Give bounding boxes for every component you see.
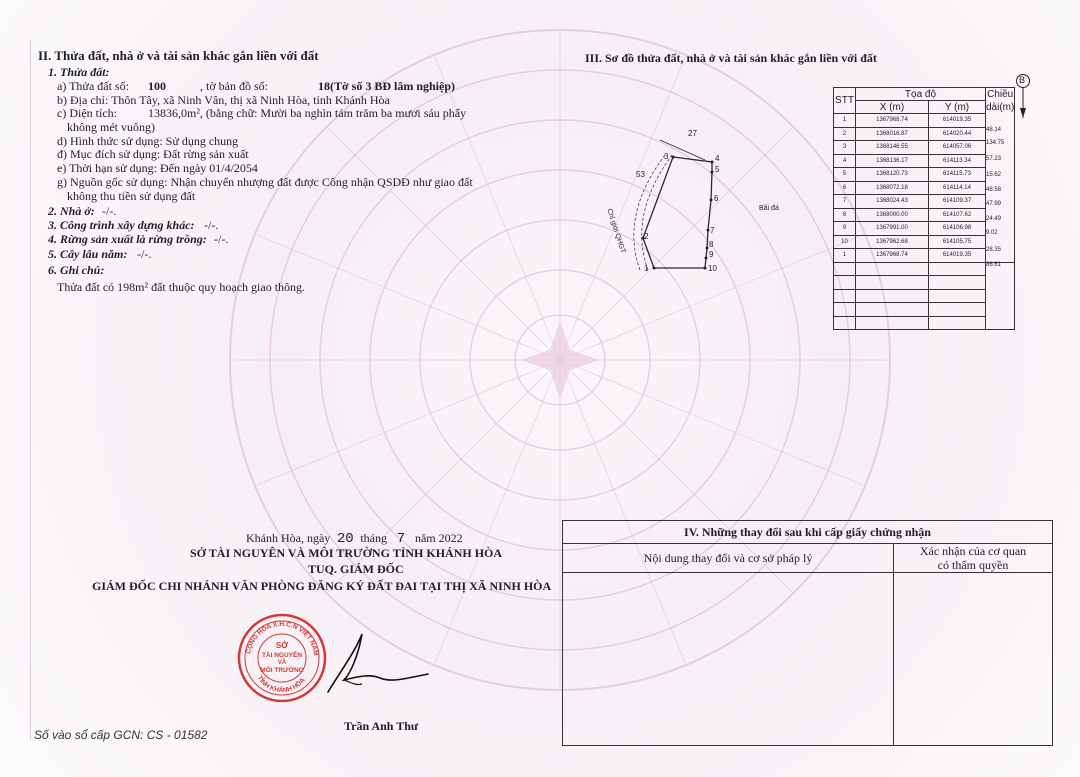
cell-stt: 1 — [834, 114, 856, 128]
signer-name: Trần Anh Thư — [344, 719, 419, 733]
usage-origin: g) Nguồn gốc sử dụng: Nhận chuyển nhượng đất được Công nhận QSDĐ như giao đất — [57, 175, 473, 189]
cell-stt: 9 — [834, 222, 856, 236]
usage-origin-cont: không thu tiền sử dụng đất — [67, 189, 196, 203]
table-row — [834, 316, 1015, 330]
coord-header-toado: Tọa độ — [856, 88, 986, 101]
note-heading: 6. Ghi chú: — [48, 263, 105, 277]
svg-text:VÀ: VÀ — [277, 660, 287, 666]
svg-text:TÀI NGUYÊN: TÀI NGUYÊN — [261, 652, 303, 659]
handwritten-signature — [300, 622, 430, 702]
construction-heading: 3. Công trình xây dựng khác: — [48, 218, 195, 232]
coord-header-y: Y (m) — [929, 101, 986, 114]
point-9: 9 — [709, 250, 714, 259]
length-9: 28.35 — [986, 247, 1002, 253]
cell-y: 614115.73 — [929, 168, 986, 182]
area-label: c) Diện tích: — [57, 106, 117, 120]
table-row — [834, 276, 1015, 290]
svg-text:SỞ: SỞ — [275, 641, 289, 650]
map-sheet-label: , tờ bản đồ số: — [200, 79, 269, 93]
cell-y: 614019.35 — [929, 114, 986, 128]
usage-form: d) Hình thức sử dụng: Sử dụng chung — [57, 134, 239, 148]
cell-y: 614114.14 — [929, 181, 986, 195]
cell-stt: 4 — [834, 154, 856, 168]
date-day: 20 — [336, 531, 354, 547]
area-value: 13836,0m², (bằng chữ: Mười ba nghìn tám trăm ba mươi sáu phẩy — [148, 106, 467, 120]
coord-header-length: dài(m) — [986, 101, 1015, 113]
section2-title: II. Thửa đất, nhà ở và tài sản khác gắn liền với đất — [38, 48, 319, 63]
note-text: Thửa đất có 198m² đất thuộc quy hoạch giao thông. — [57, 280, 306, 294]
length-3: 57.23 — [986, 156, 1002, 162]
length-1: 48.14 — [986, 127, 1002, 133]
date-month: 7 — [396, 531, 406, 547]
changes-content-cell — [563, 573, 894, 746]
tuq-title: TUQ. GIÁM ĐỐC — [308, 562, 404, 576]
cell-x: 1367991.00 — [856, 222, 929, 236]
cell-stt: 7 — [834, 195, 856, 209]
length-6: 47.99 — [986, 201, 1002, 207]
year-label: năm 2022 — [414, 531, 463, 545]
table-row — [834, 303, 1015, 317]
cell-x: 1368024.43 — [856, 195, 929, 209]
point-6: 6 — [714, 194, 719, 203]
cell-x: 1368120.73 — [856, 168, 929, 182]
coord-header-x: X (m) — [856, 101, 929, 114]
point-8: 8 — [709, 240, 714, 249]
changes-col-approval-line2: có thẩm quyền — [937, 558, 1009, 572]
changes-col-approval — [894, 544, 1053, 573]
cell-x: 1368146.55 — [856, 141, 929, 155]
cell-y: 614020.44 — [929, 127, 986, 141]
parcel-heading: 1. Thửa đất: — [48, 65, 110, 79]
table-row — [834, 289, 1015, 303]
north-label: B — [1019, 75, 1026, 85]
cell-y: 614107.62 — [929, 208, 986, 222]
length-2: 134.75 — [986, 140, 1005, 146]
cell-stt: 6 — [834, 181, 856, 195]
length-8: 9.02 — [986, 230, 998, 236]
road-boundary-label: Chỉ giới QHGT — [605, 208, 627, 255]
cell-x: 1367968.74 — [856, 249, 929, 263]
cell-stt: 10 — [834, 235, 856, 249]
rock-field-label: Bãi đá — [759, 205, 779, 212]
coord-header-chieu: Chiều — [987, 88, 1014, 100]
issuing-org: SỞ TÀI NGUYÊN VÀ MÔI TRƯỜNG TỈNH KHÁNH HÒA — [190, 546, 503, 560]
svg-text:CỘNG HÒA X.H.C.N VIỆT NAM: CỘNG HÒA X.H.C.N VIỆT NAM — [245, 620, 319, 657]
cell-stt: 2 — [834, 127, 856, 141]
cell-y: 614109.37 — [929, 195, 986, 209]
cell-x: 1368136.17 — [856, 154, 929, 168]
coord-header-stt: STT — [834, 88, 856, 114]
point-2: 2 — [644, 232, 649, 241]
cell-length — [986, 114, 1015, 128]
cell-y: 614057.06 — [929, 141, 986, 155]
month-label: tháng — [360, 531, 387, 545]
point-10: 10 — [708, 264, 717, 273]
cell-y: 614105.75 — [929, 235, 986, 249]
usage-purpose: đ) Mục đích sử dụng: Đất rừng sản xuất — [57, 147, 249, 161]
signer-role: GIÁM ĐỐC CHI NHÁNH VĂN PHÒNG ĐĂNG KÝ ĐẤT ĐAI TẠI THỊ XÃ NINH HÒA — [92, 579, 552, 593]
perennial-value: -/-. — [137, 247, 152, 261]
parcel-number: 100 — [148, 79, 166, 93]
changes-approval-cell — [894, 573, 1053, 746]
coordinate-table — [833, 87, 1015, 330]
construction-value: -/-. — [204, 218, 219, 232]
registry-number: Số vào sổ cấp GCN: CS - 01582 — [34, 728, 208, 742]
point-1: 1 — [644, 264, 649, 273]
parcel-number-label: a) Thửa đất số: — [57, 79, 129, 93]
cell-stt: 1 — [834, 249, 856, 263]
neighbor-27: 27 — [688, 129, 697, 138]
usage-term: e) Thời hạn sử dụng: Đến ngày 01/4/2054 — [57, 161, 258, 175]
map-sheet-number: 18(Tờ số 3 BĐ lâm nghiệp) — [318, 79, 455, 93]
cell-stt: 3 — [834, 141, 856, 155]
cell-x: 1368016.87 — [856, 127, 929, 141]
changes-table — [562, 520, 1053, 746]
cell-y: 614019.35 — [929, 249, 986, 263]
svg-text:MÔI TRƯỜNG: MÔI TRƯỜNG — [260, 667, 304, 674]
cell-x: 1368000.00 — [856, 208, 929, 222]
house-heading: 2. Nhà ở: — [48, 204, 95, 218]
place-date — [246, 531, 463, 547]
cell-x: 1367968.74 — [856, 114, 929, 128]
length-7: 24.49 — [986, 216, 1002, 222]
table-row — [834, 114, 1015, 128]
house-value: -/-. — [102, 204, 117, 218]
perennial-heading: 5. Cây lâu năm: — [48, 247, 128, 261]
neighbor-53: 53 — [636, 170, 645, 179]
cell-stt: 8 — [834, 208, 856, 222]
address: b) Địa chỉ: Thôn Tây, xã Ninh Vân, thị xã Ninh Hòa, tỉnh Khánh Hòa — [57, 93, 390, 107]
section4-title: IV. Những thay đổi sau khi cấp giấy chứng nhận — [563, 521, 1053, 544]
cell-y: 614113.34 — [929, 154, 986, 168]
cell-x: 1367962.68 — [856, 235, 929, 249]
forest-value: -/-. — [214, 232, 229, 246]
length-5: 48.58 — [986, 187, 1002, 193]
svg-text:TỈNH KHÁNH HÒA: TỈNH KHÁNH HÒA — [255, 674, 307, 695]
length-4: 15.62 — [986, 172, 1002, 178]
point-7: 7 — [710, 226, 715, 235]
changes-col-approval-line1: Xác nhận của cơ quan — [919, 544, 1027, 558]
cell-x: 1368072.18 — [856, 181, 929, 195]
point-4: 4 — [715, 154, 720, 163]
forest-heading: 4. Rừng sản xuất là rừng trồng: — [48, 232, 207, 246]
area-value-cont: không mét vuông) — [67, 120, 155, 134]
point-5: 5 — [715, 165, 720, 174]
changes-col-content: Nội dung thay đổi và cơ sở pháp lý — [563, 544, 894, 573]
cell-y: 614106.98 — [929, 222, 986, 236]
section3-title: III. Sơ đồ thửa đất, nhà ở và tài sản khác gắn liền với đất — [585, 51, 877, 65]
point-3: 3 — [664, 152, 669, 161]
place-date-prefix: Khánh Hòa, ngày — [246, 531, 331, 545]
length-10: 86.61 — [986, 262, 1002, 268]
cell-stt: 5 — [834, 168, 856, 182]
